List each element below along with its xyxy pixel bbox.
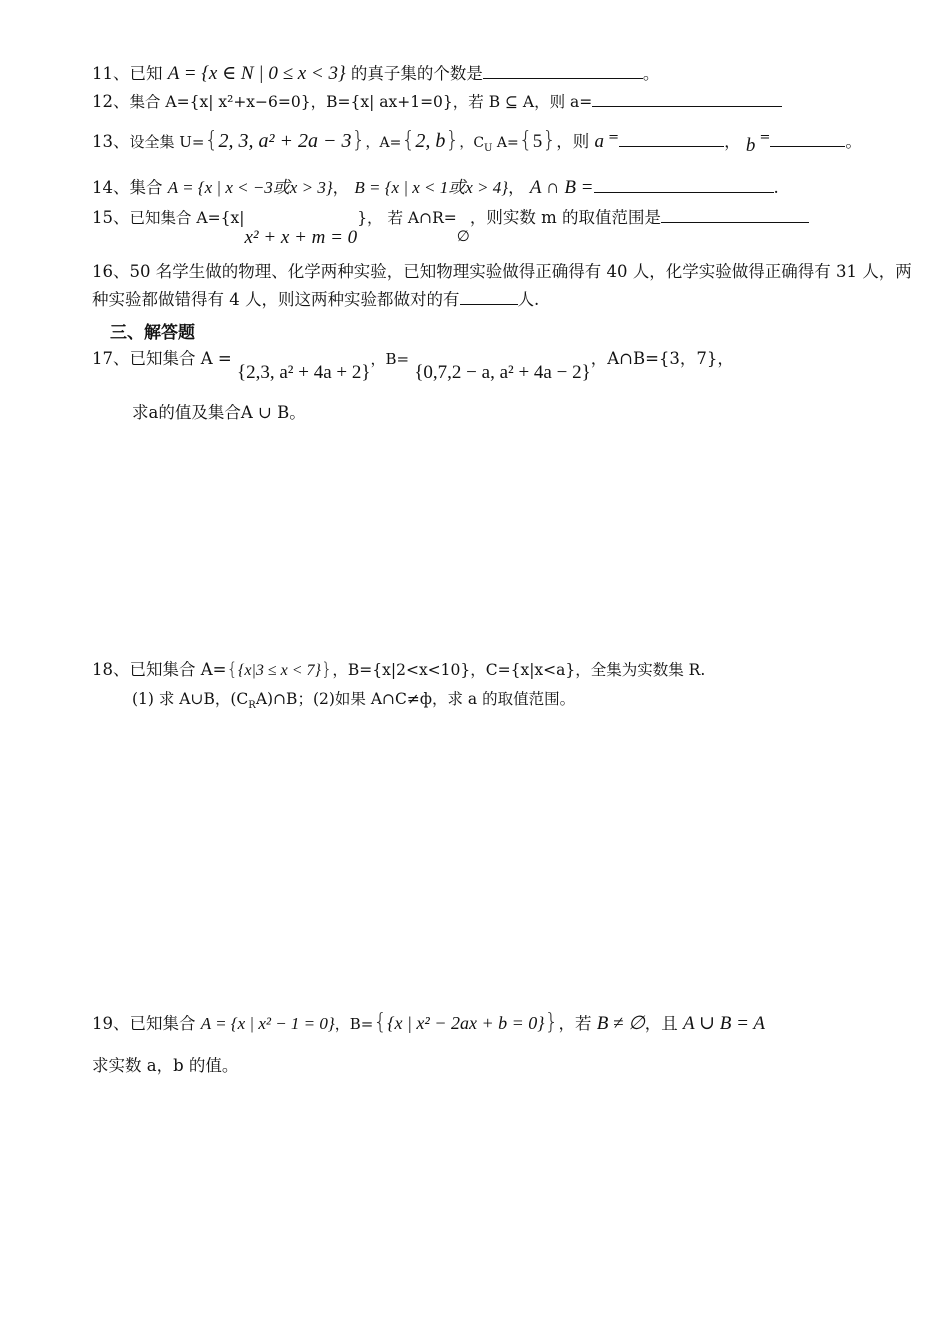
q19-set-b: {x | x² − 2ax + b = 0} [387,1013,545,1033]
q13-number: 13、 [92,132,130,151]
q18-number: 18、 [92,660,130,679]
q18-text-b: ，B={x|2<x<10}，C={x|x<a}，全集为实数集 R. [332,661,706,679]
q11-math: A = {x ∈ N | 0 ≤ x < 3} [167,63,346,84]
q13-comma: ， [724,132,741,151]
q17-set-b: {0,7,2 − a, a² + 4a − 2} [414,362,591,383]
left-brace: { [226,659,238,680]
q13-eq-b: = [755,130,771,145]
question-12 [92,90,782,113]
q15-text-c: ，则实数 m 的取值范围是 [469,208,661,227]
left-brace: { [401,128,416,153]
left-brace: { [518,128,533,153]
question-19 [92,1012,765,1035]
q13-text-d: A= [492,135,519,151]
q14-end: . [773,178,779,197]
q13-answer-b-blank[interactable] [770,130,845,147]
q14-answer-blank[interactable] [594,176,774,193]
q12-answer-blank[interactable] [592,90,782,107]
q14-number: 14、 [92,178,130,197]
q17-set-a: {2,3, a² + 4a + 2} [236,362,371,383]
right-brace: } [351,128,366,153]
q13-text-e: ，则 [556,132,590,151]
q19-number: 19、 [92,1014,130,1033]
empty-set-symbol: ∅ [456,227,470,245]
q14-set-b: B = {x | x < 1或x > 4} [354,178,509,197]
left-brace: { [373,1010,388,1035]
q16-number: 16、 [92,262,130,281]
q17-text: 已知集合 A = [129,349,232,368]
q15-equation: x² + x + m = 0 [244,227,358,248]
q14-intersection: A ∩ B = [529,177,594,198]
q13-set-c: 5 [532,131,543,152]
right-brace: } [542,128,557,153]
q18-sub-r: R [248,700,256,711]
question-18 [92,659,705,682]
right-brace: } [445,128,460,153]
question-17 [92,348,734,384]
q13-text: 设全集 U= [129,133,205,151]
q19-condition-a: B ≠ ∅ [596,1013,645,1034]
q13-set-a: 2, b [415,130,446,152]
q19-text-c: ，若 [558,1014,592,1033]
q13-complement-sub: U [484,143,493,154]
q13-var-a: a [594,131,605,152]
question-19-line-2: 求实数 a，b 的值。 [92,1056,239,1075]
question-18-line-2 [132,688,575,717]
q18-set-a: {x|3 ≤ x < 7} [237,662,321,679]
q12-text: 集合 A={x| x²+x−6=0}，B={x| ax+1=0}，若 B ⊆ A，则 a= [129,93,593,111]
question-17-line-2: 求a的值及集合A ∪ B。 [132,403,306,422]
q11-end: 。 [642,64,660,83]
q18-text: 已知集合 A= [129,660,227,679]
q13-complement: ，C [459,135,485,151]
question-16 [92,258,912,314]
q17-text-c: ，A∩B={3，7}， [590,349,734,368]
q19-text: 已知集合 [129,1014,196,1033]
q18-part-2: A)∩B；(2)如果 A∩C≠ф，求 a 的取值范围。 [255,690,576,708]
q11-number: 11、 [92,64,130,83]
q13-answer-a-blank[interactable] [619,130,724,147]
q19-set-a: A = {x | x² − 1 = 0} [200,1014,335,1033]
q12-number: 12、 [92,92,130,111]
q15-text: 已知集合 A={x| [129,209,245,227]
q17-number: 17、 [92,349,130,368]
right-brace: } [544,1010,559,1035]
q18-part-1: (1) 求 A∪B，(C [132,690,249,708]
q16-end: 人. [517,290,540,309]
q13-end: 。 [845,132,862,151]
q16-answer-blank[interactable] [460,288,518,305]
question-15 [92,206,809,249]
q14-text: 集合 [129,178,163,197]
q15-answer-blank[interactable] [661,206,809,223]
q15-text-b: }， 若 A∩R= [357,209,457,227]
question-11 [92,62,659,85]
q14-text-c: ， [508,178,525,197]
q14-text-b: ， [332,178,350,197]
q15-number: 15、 [92,208,130,227]
question-13 [92,127,862,160]
q13-text-b: ，A= [365,135,402,151]
section-title: 三、解答题 [110,323,195,343]
q19-text-b: ，B= [334,1015,374,1033]
q11-answer-blank[interactable] [483,62,643,79]
q19-text-d: ，且 [644,1014,678,1033]
q19-condition-b: A ∪ B = A [683,1013,765,1034]
question-14 [92,176,779,199]
q13-set-u: 2, 3, a² + 2a − 3 [218,130,352,152]
q13-var-b: b [745,135,756,156]
q14-set-a: A = {x | x < −3或x > 3} [167,178,333,197]
q11-text: 已知 [129,64,163,83]
q11-text-b: 的真子集的个数是 [350,64,483,83]
q17-text-b: ，B= [370,350,410,368]
right-brace: } [320,659,333,680]
left-brace: { [204,128,219,153]
q16-text: 50 名学生做的物理、化学两种实验，已知物理实验做得正确得有 40 人，化学实验做得正确得有 31 人，两种实验都做错得有 4 人，则这两种实验都做对的有 [92,262,912,309]
q13-eq-a: = [604,130,620,145]
